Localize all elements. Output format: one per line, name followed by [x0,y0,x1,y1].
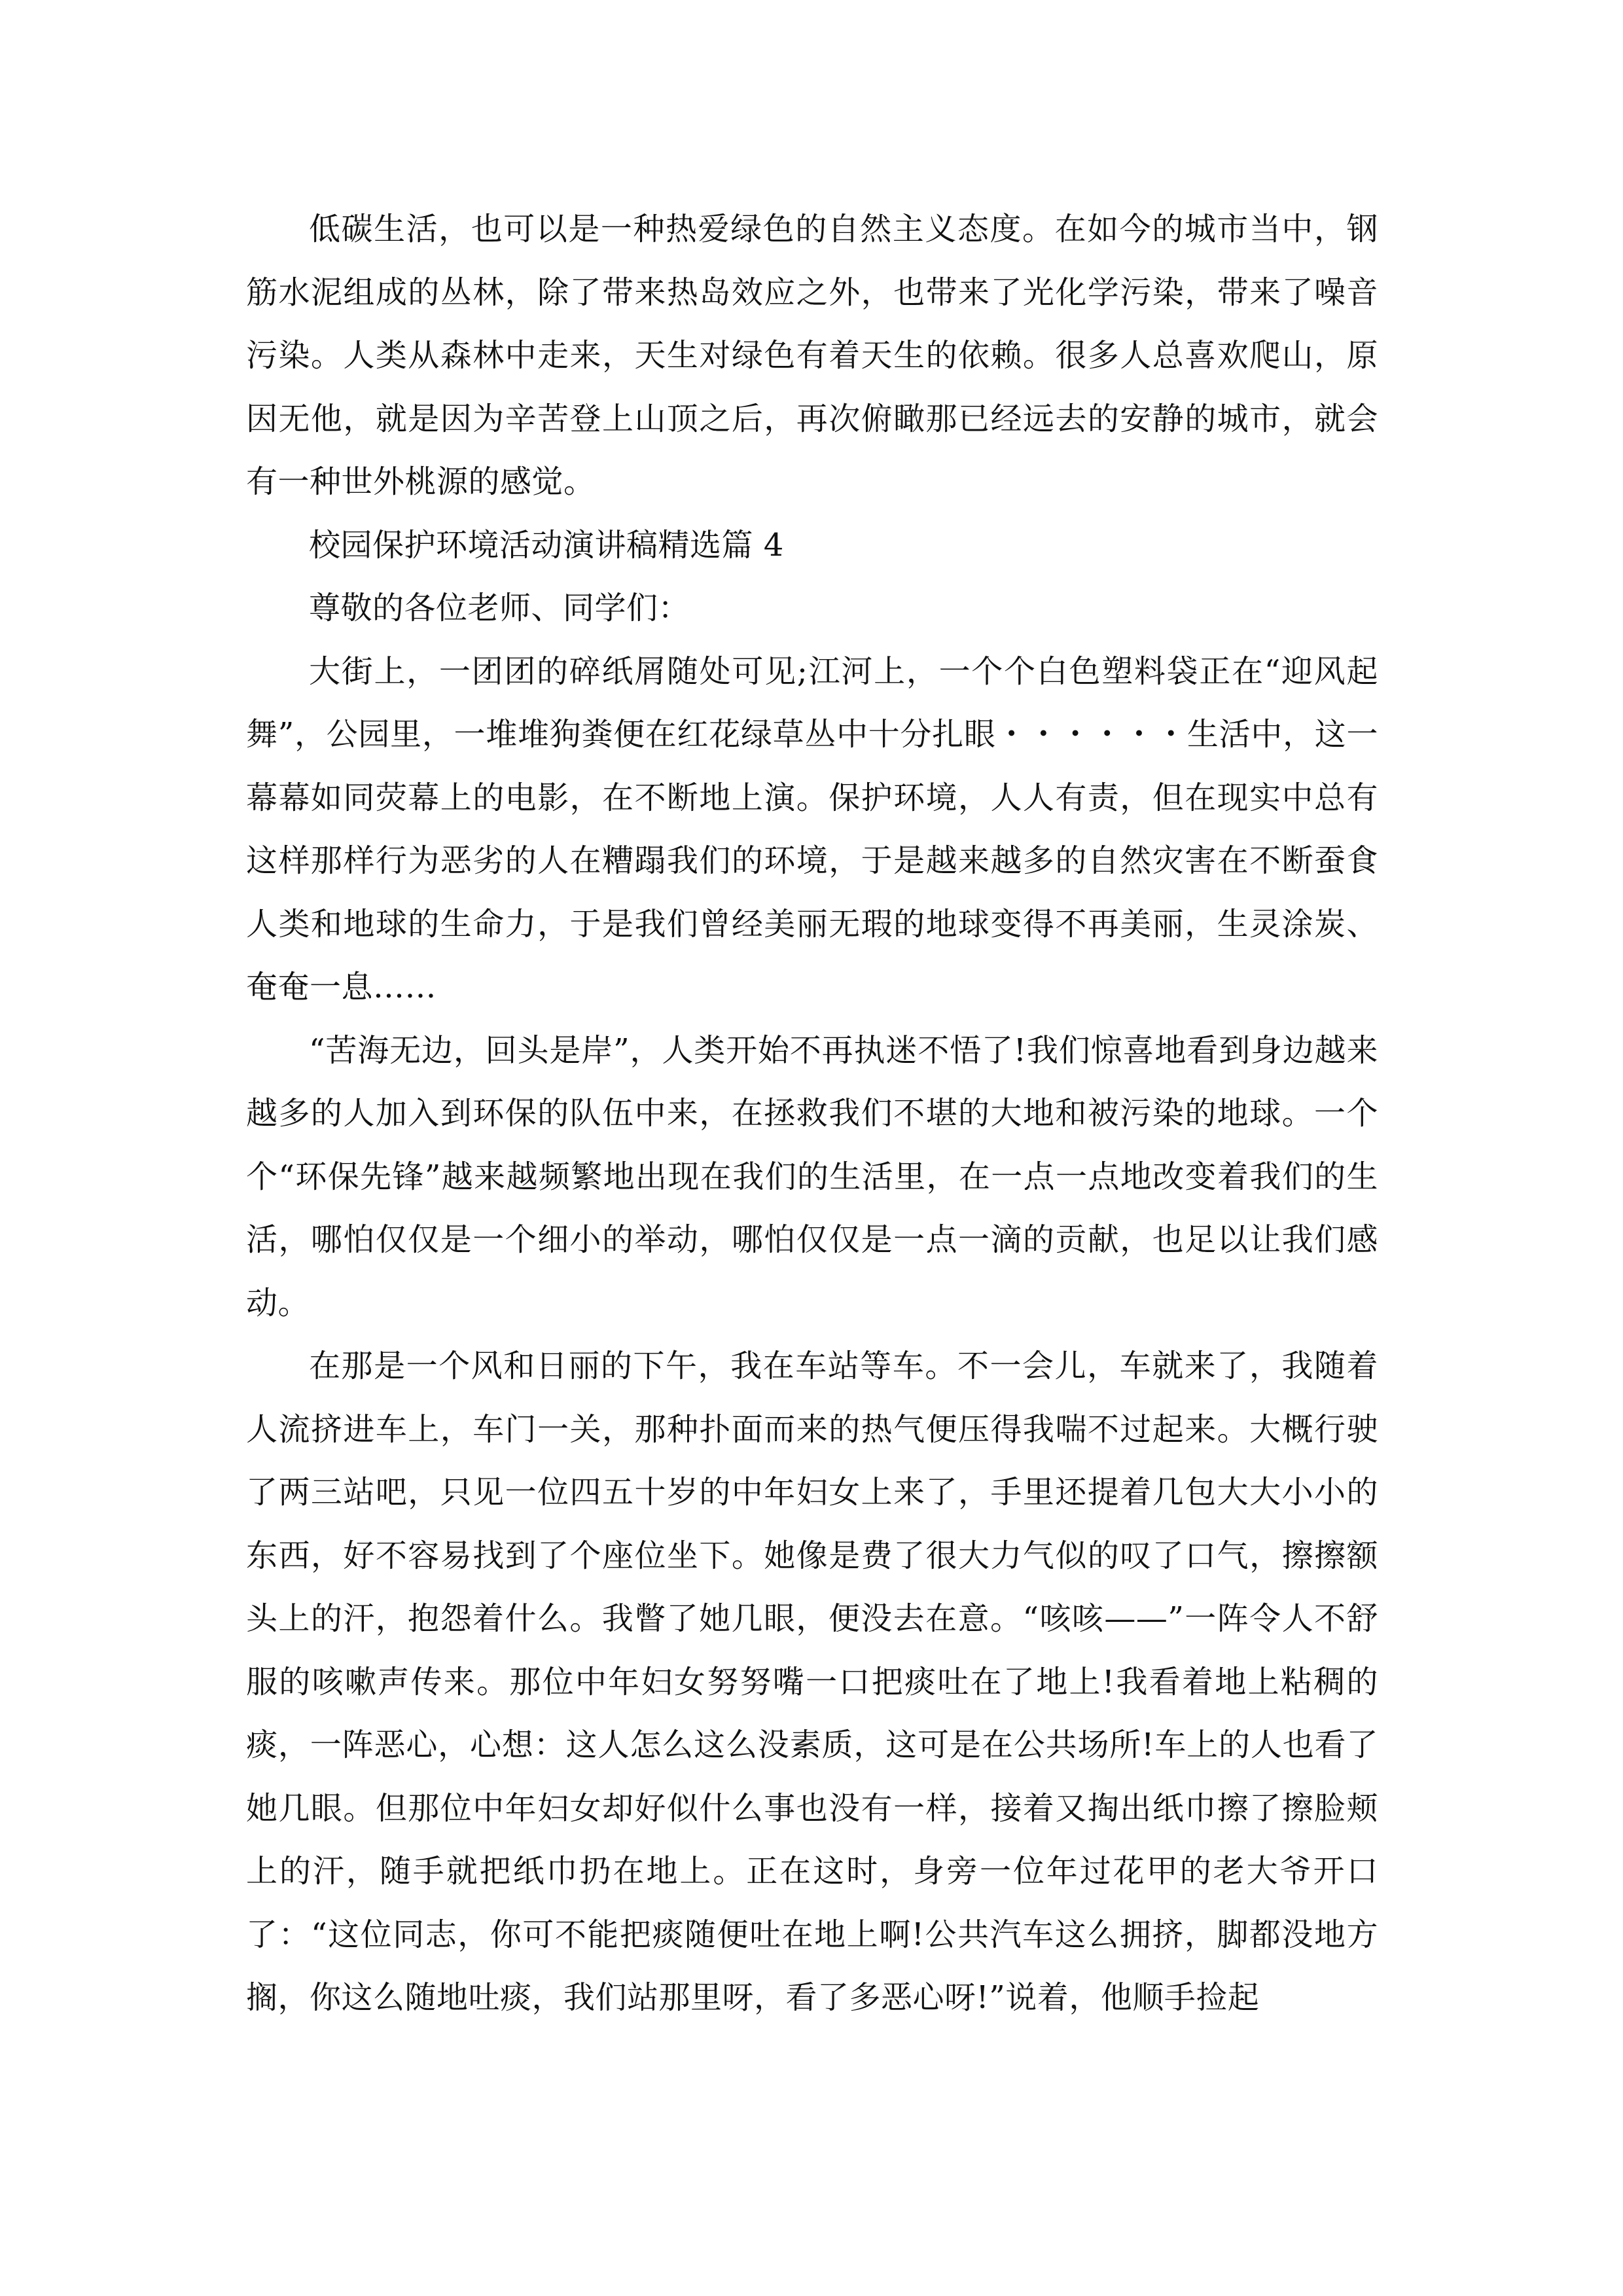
section-heading: 校园保护环境活动演讲稿精选篇 4 [309,526,784,564]
salutation: 尊敬的各位老师、同学们： [309,590,690,626]
paragraph-street-litter: 大街上，一团团的碎纸屑随处可见;江河上，一个个白色塑料袋正在“迎风起舞”，公园里，一堆堆狗粪便在红花绿草丛中十分扎眼・・・・・・生活中，这一幕幕如同荧幕上的电影，在不断地上演。保护环境，人人有责，但在现实中总有这样那样行为恶劣的人在糟蹋我们的环境，于是越来越多的自然灾害在不断蚕食人类和地球的生命力，于是我们曾经美丽无瑕的地球变得不再美丽，生灵涂炭、奄奄一息…… [246,653,1378,1005]
paragraph-low-carbon: 低碳生活，也可以是一种热爱绿色的自然主义态度。在如今的城市当中，钢筋水泥组成的丛林，除了带来热岛效应之外，也带来了光化学污染，带来了噪音污染。人类从森林中走来，天生对绿色有着天生的依赖。很多人总喜欢爬山，原因无他，就是因为辛苦登上山顶之后，再次俯瞰那已经远去的安静的城市，就会有一种世外桃源的感觉。 [246,211,1378,500]
paragraph-bus-story: 在那是一个风和日丽的下午，我在车站等车。不一会儿，车就来了，我随着人流挤进车上，车门一关，那种扑面而来的热气便压得我喘不过起来。大概行驶了两三站吧，只见一位四五十岁的中年妇女上来了，手里还提着几包大大小小的东西，好不容易找到了个座位坐下。她像是费了很大力气似的叹了口气，擦擦额头上的汗，抱怨着什么。我瞥了她几眼，便没去在意。“咳咳——”一阵令人不舒服的咳嗽声传来。那位中年妇女努努嘴一口把痰吐在了地上!我看着地上粘稠的痰，一阵恶心，心想：这人怎么这么没素质，这可是在公共场所!车上的人也看了她几眼。但那位中年妇女却好似什么事也没有一样，接着又掏出纸巾擦了擦脸颊上的汗，随手就把纸巾扔在地上。正在这时，身旁一位年过花甲的老大爷开口了：“这位同志，你可不能把痰随便吐在地上啊!公共汽车这么拥挤，脚都没地方搁，你这么随地吐痰，我们站那里呀，看了多恶心呀!”说着，他顺手捡起 [246,1348,1378,2016]
paragraph-environmental-pioneers: “苦海无边，回头是岸”，人类开始不再执迷不悟了!我们惊喜地看到身边越来越多的人加入到环保的队伍中来，在拯救我们不堪的大地和被污染的地球。一个个“环保先锋”越来越频繁地出现在我们的生活里，在一点一点地改变着我们的生活，哪怕仅仅是一个细小的举动，哪怕仅仅是一点一滴的贡献，也足以让我们感动。 [246,1031,1378,1321]
document-body [246,198,1378,2030]
